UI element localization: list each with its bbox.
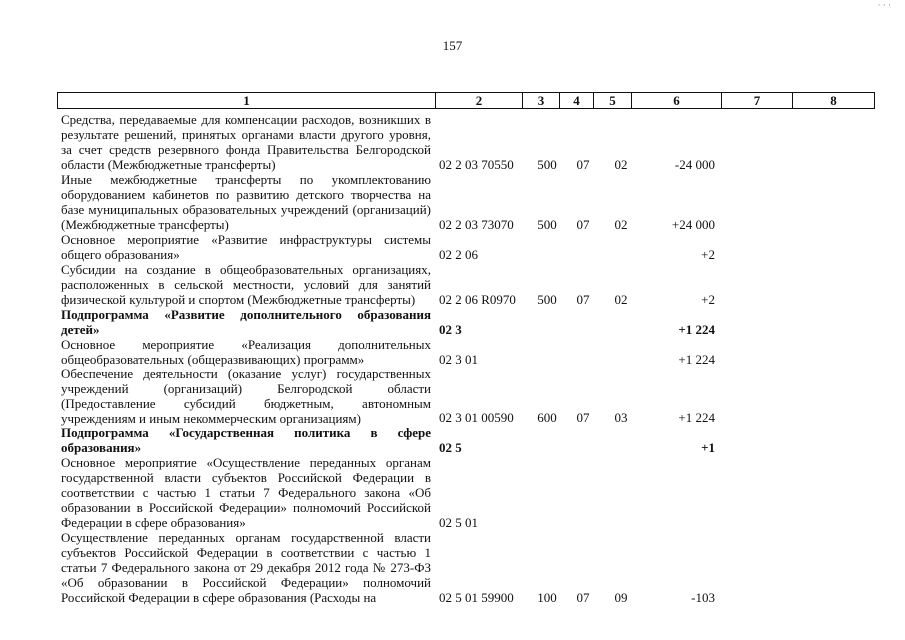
row-col-4: 07 xyxy=(576,217,590,232)
row-col-5: 02 xyxy=(614,292,628,307)
row-amount: +2 xyxy=(701,247,715,262)
row-col-3: 500 xyxy=(537,292,557,307)
row-code: 02 3 01 xyxy=(439,352,478,367)
row-amount: +24 000 xyxy=(671,217,715,232)
header-col-1: 1 xyxy=(58,93,436,108)
row-col-4: 07 xyxy=(576,292,590,307)
row-description: Иные межбюджетные трансферты по укомплектованию оборудованием кабинетов по развитию детского творчества на базе муниципальных образовательных учреждений (организаций) (Межбюджетные трансферты) xyxy=(61,172,431,232)
row-code: 02 2 03 73070 xyxy=(439,217,514,232)
header-col-2: 2 xyxy=(436,93,523,108)
row-description: Субсидии на создание в общеобразовательных организациях, расположенных в сельской местности, условий для занятий физической культурой и спортом (Межбюджетные трансферты) xyxy=(61,262,431,307)
row-col-5: 03 xyxy=(614,410,628,425)
row-col-3: 500 xyxy=(537,217,557,232)
row-amount: +1 224 xyxy=(678,322,715,337)
row-description: Средства, передаваемые для компенсации расходов, возникших в результате решений, принятых органами власти другого уровня, за счет средств резервного фонда Правительства Белгородской области (Межбюджетные трансферты) xyxy=(61,112,431,172)
row-code: 02 2 06 R0970 xyxy=(439,292,516,307)
row-col-4: 07 xyxy=(576,590,590,605)
row-description: Основное мероприятие «Осуществление переданных органам государственной власти субъектов Российской Федерации в соответствии с частью 1 статьи 7 Федерального закона «Об образовании в Российской Федерации» полномочий Российской Федерации в сфере образования» xyxy=(61,455,431,530)
row-code: 02 3 xyxy=(439,322,462,337)
row-description: Основное мероприятие «Развитие инфраструктуры системы общего образования» xyxy=(61,232,431,262)
row-col-4: 07 xyxy=(576,410,590,425)
row-description: Осуществление переданных органам государственной власти субъектов Российской Федерации в соответствии с частью 1 статьи 7 Федерального закона от 29 декабря 2012 года № 273-ФЗ «Об образовании в Российской Федерации» полномочий Российской Федерации в сфере образования (Расходы на xyxy=(61,530,431,605)
row-amount: +1 224 xyxy=(678,352,715,367)
scan-edge-marks: · · · xyxy=(877,0,891,10)
row-code: 02 2 03 70550 xyxy=(439,157,514,172)
row-col-5: 02 xyxy=(614,217,628,232)
row-col-5: 09 xyxy=(614,590,628,605)
header-col-8: 8 xyxy=(830,93,837,108)
header-col-4: 4 xyxy=(560,93,594,108)
row-amount: -24 000 xyxy=(674,157,715,172)
row-col-3: 100 xyxy=(537,590,557,605)
row-code: 02 5 xyxy=(439,440,462,455)
row-amount: +1 224 xyxy=(678,410,715,425)
row-code: 02 5 01 xyxy=(439,515,478,530)
row-amount: +1 xyxy=(701,440,715,455)
header-col-3: 3 xyxy=(523,93,560,108)
page-number: 157 xyxy=(442,38,463,53)
row-code: 02 5 01 59900 xyxy=(439,590,514,605)
row-amount: +2 xyxy=(701,292,715,307)
row-description: Подпрограмма «Развитие дополнительного образования детей» xyxy=(61,307,431,337)
row-col-5: 02 xyxy=(614,157,628,172)
row-description: Обеспечение деятельности (оказание услуг) государственных учреждений (организаций) Белгородской области (Предоставление субсидий бюджетным, автономным учреждениям и иным некоммерческим организациям) xyxy=(61,366,431,426)
row-code: 02 3 01 00590 xyxy=(439,410,514,425)
row-description: Основное мероприятие «Реализация дополнительных общеобразовательных (общеразвивающих) программ» xyxy=(61,337,431,367)
row-col-3: 500 xyxy=(537,157,557,172)
row-col-4: 07 xyxy=(576,157,590,172)
header-col-7: 7 xyxy=(722,93,793,108)
header-col-6: 6 xyxy=(632,93,722,108)
row-col-3: 600 xyxy=(537,410,557,425)
row-amount: -103 xyxy=(691,590,715,605)
header-col-5: 5 xyxy=(594,93,632,108)
row-code: 02 2 06 xyxy=(439,247,478,262)
row-description: Подпрограмма «Государственная политика в сфере образования» xyxy=(61,425,431,455)
